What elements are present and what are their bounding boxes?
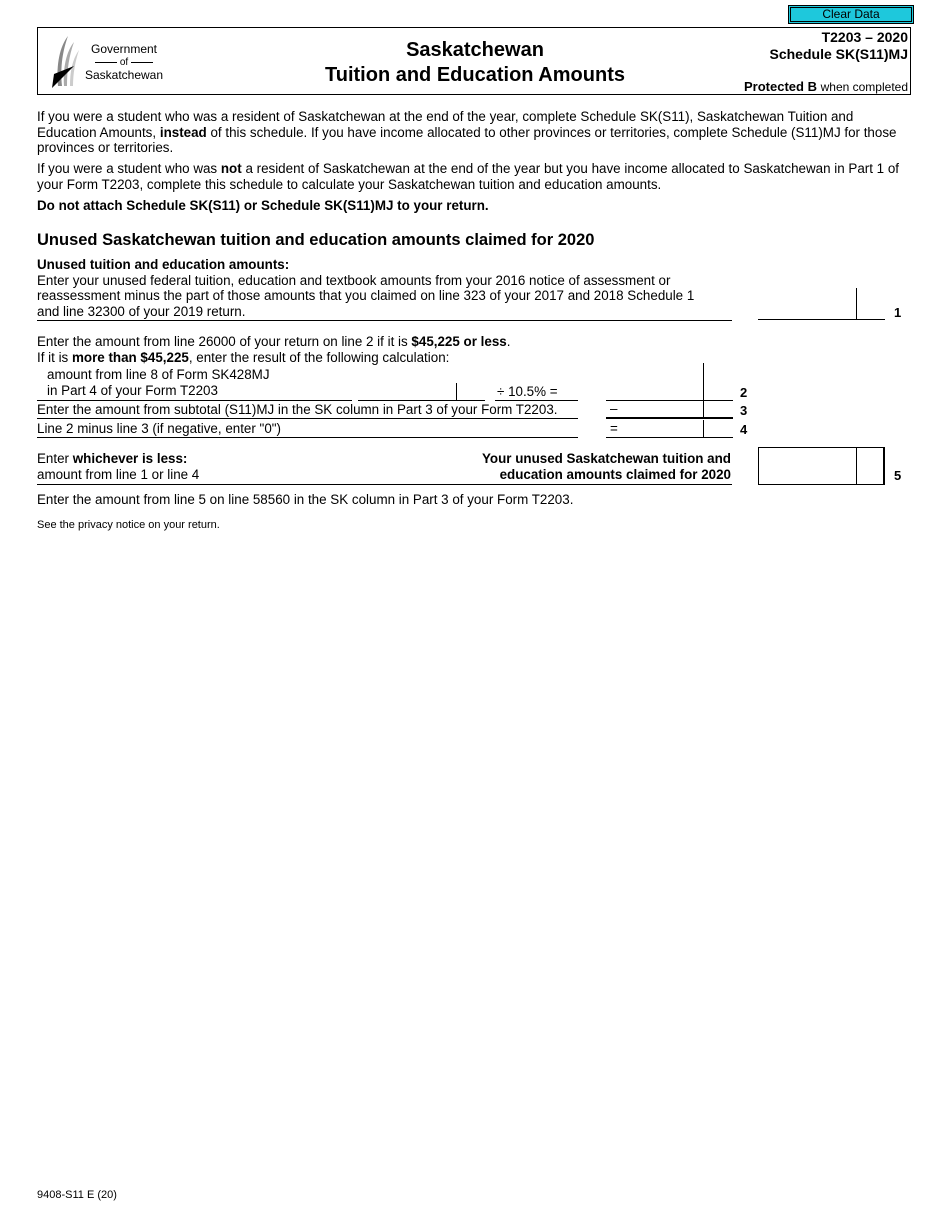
page-title bbox=[290, 38, 660, 88]
line5-left-label: Enter whichever is less: amount from line 1 or line 4 bbox=[37, 451, 200, 482]
government-logo bbox=[46, 34, 166, 92]
schedule-name: Schedule SK(S11)MJ bbox=[769, 46, 908, 62]
logo-line1: Government bbox=[90, 42, 158, 56]
line3-number: 3 bbox=[740, 403, 748, 418]
protected-label bbox=[744, 79, 908, 94]
line1-amount-field[interactable] bbox=[758, 288, 885, 320]
logo-line3: Saskatchewan bbox=[84, 68, 164, 82]
line2-calc-field[interactable] bbox=[358, 383, 485, 401]
title-line1: Saskatchewan bbox=[406, 39, 544, 61]
line3-amount-field[interactable] bbox=[606, 401, 733, 419]
line2-amount-field[interactable] bbox=[606, 363, 733, 401]
line1-label: Unused tuition and education amounts: Enter your unused federal tuition, education and textbook amounts from your 2016 notice of assessment or reassessment minus the part of those amounts that you claimed on line 323 of your 2017 and 2018 Schedule 1 and line 32300 of your 2019 return. bbox=[37, 257, 695, 319]
line2-rate-rule bbox=[495, 400, 578, 401]
line5-rule bbox=[37, 484, 732, 485]
line5-instruction: Enter the amount from line 5 on line 58560 in the SK column in Part 3 of your Form T2203. bbox=[37, 492, 574, 507]
line2-rate: ÷ 10.5% = bbox=[497, 384, 558, 399]
line4-amount-field[interactable] bbox=[606, 420, 733, 438]
line5-number: 5 bbox=[894, 468, 902, 483]
intro-paragraph-3: Do not attach Schedule SK(S11) or Schedule SK(S11)MJ to your return. bbox=[37, 198, 489, 213]
title-line2: Tuition and Education Amounts bbox=[325, 64, 625, 86]
line1-number: 1 bbox=[894, 305, 902, 320]
clear-data-button[interactable]: Clear Data bbox=[788, 5, 914, 24]
line2-cents-divider bbox=[703, 363, 704, 401]
line3-rule bbox=[37, 418, 578, 419]
line1-cents-divider bbox=[856, 288, 857, 320]
intro-paragraph-2: If you were a student who was not a resident of Saskatchewan at the end of the year but you have income allocated to Saskatchewan in Part 1 of your Form T2203, complete this schedule to calculate your Saskatchewan tuition and education amounts. bbox=[37, 161, 900, 192]
line2-calc-label: amount from line 8 of Form SK428MJ in Part 4 of your Form T2203 bbox=[47, 367, 270, 398]
section-heading: Unused Saskatchewan tuition and education amounts claimed for 2020 bbox=[37, 231, 595, 249]
form-identifier bbox=[770, 29, 909, 63]
line2-left-rule bbox=[37, 400, 352, 401]
intro-paragraph-1: If you were a student who was a resident of Saskatchewan at the end of the year, complete Schedule SK(S11), Saskatchewan Tuition and Education Amounts, instead of this schedule. If you have income allocated to other provinces or territories, complete Schedule (S11)MJ for those provinces or territories. bbox=[37, 109, 897, 155]
line4-rule bbox=[37, 437, 578, 438]
line2-number: 2 bbox=[740, 385, 748, 400]
protected-bold: Protected B bbox=[744, 79, 817, 94]
line5-cents-divider bbox=[856, 448, 857, 484]
form-code: 9408-S11 E (20) bbox=[37, 1189, 117, 1201]
logo-line2: of bbox=[84, 56, 164, 69]
line1-rule bbox=[37, 320, 732, 321]
wheat-icon bbox=[46, 34, 86, 90]
line2-intro: Enter the amount from line 26000 of your return on line 2 if it is $45,225 or less. If it is more than $45,225, enter the result of the following calculation: bbox=[37, 334, 511, 365]
line5-right-label: Your unused Saskatchewan tuition and education amounts claimed for 2020 bbox=[481, 451, 731, 482]
line4-label: Line 2 minus line 3 (if negative, enter "0") bbox=[37, 421, 281, 436]
line4-number: 4 bbox=[740, 422, 748, 437]
privacy-notice: See the privacy notice on your return. bbox=[37, 519, 220, 531]
form-number: T2203 – 2020 bbox=[821, 29, 908, 45]
line3-operator: – bbox=[610, 401, 618, 416]
line4-operator: = bbox=[610, 421, 618, 436]
line5-amount-field[interactable] bbox=[758, 447, 885, 485]
line4-cents-divider bbox=[703, 420, 704, 438]
line3-cents-divider bbox=[703, 401, 704, 418]
protected-rest: when completed bbox=[820, 80, 908, 94]
line2-calc-cents-divider bbox=[456, 383, 457, 401]
line3-label: Enter the amount from subtotal (S11)MJ in the SK column in Part 3 of your Form T2203. bbox=[37, 402, 558, 417]
